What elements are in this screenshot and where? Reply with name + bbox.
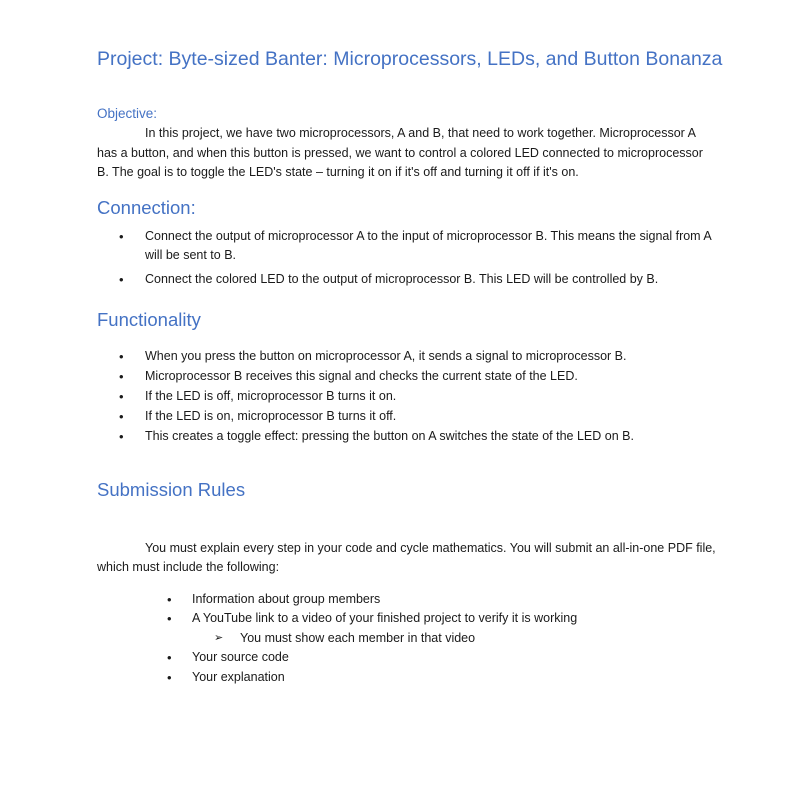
submission-heading: Submission Rules bbox=[97, 478, 246, 500]
bullet-icon: • bbox=[167, 591, 172, 607]
list-item bbox=[97, 427, 717, 447]
list-item bbox=[97, 270, 717, 290]
list-item bbox=[97, 387, 717, 407]
list-item-text: Your explanation bbox=[192, 669, 285, 684]
list-item-text: If the LED is off, microprocessor B turns it on. bbox=[145, 389, 397, 403]
submission-sublist bbox=[97, 629, 717, 649]
list-item bbox=[97, 407, 717, 427]
list-item bbox=[97, 648, 717, 668]
bullet-icon: • bbox=[119, 228, 124, 244]
arrow-bullet-icon: ➢ bbox=[214, 631, 224, 644]
document-page bbox=[97, 44, 723, 687]
list-item bbox=[97, 367, 717, 387]
connection-list bbox=[97, 227, 717, 290]
functionality-list bbox=[97, 347, 717, 447]
list-item-text: Connect the output of microprocessor A to the input of microprocessor B. This means the signal from A will be sent to B. bbox=[145, 228, 712, 262]
bullet-icon: • bbox=[119, 389, 124, 404]
list-item bbox=[97, 609, 717, 629]
bullet-icon: • bbox=[167, 650, 172, 665]
list-item-text: Information about group members bbox=[192, 591, 381, 606]
document-title: Project: Byte-sized Banter: Microprocessors, LEDs, and Button Bonanza bbox=[97, 48, 723, 70]
bullet-icon: • bbox=[167, 669, 172, 685]
list-item-text: Connect the colored LED to the output of microprocessor B. This LED will be controlled by B. bbox=[145, 271, 659, 286]
sub-list-item-text: You must show each member in that video bbox=[240, 630, 476, 645]
list-item bbox=[97, 668, 717, 688]
list-item-text: Your source code bbox=[192, 650, 289, 664]
bullet-icon: • bbox=[119, 409, 124, 424]
list-item bbox=[97, 227, 717, 266]
submission-text: You must explain every step in your code and cycle mathematics. You will submit an all-in-one PDF file, which must include the following: bbox=[97, 540, 716, 574]
list-item-text: If the LED is on, microprocessor B turns it off. bbox=[145, 409, 397, 423]
sub-list-item bbox=[97, 629, 717, 649]
objective-label: Objective: bbox=[97, 106, 158, 121]
submission-list-continued bbox=[97, 648, 717, 687]
bullet-icon: • bbox=[119, 349, 124, 364]
list-item-text: Microprocessor B receives this signal and checks the current state of the LED. bbox=[145, 369, 578, 383]
bullet-icon: • bbox=[167, 611, 172, 626]
list-item-text: When you press the button on microprocessor A, it sends a signal to microprocessor B. bbox=[145, 349, 627, 363]
objective-text: In this project, we have two microprocessors, A and B, that need to work together. Microprocessor A has a button, and when this button is pressed, we want to control a colored LED connected to microprocessor B. The goal is to toggle the LED's state – turning it on if it's off and turning it off if it's on. bbox=[97, 126, 703, 179]
list-item bbox=[97, 590, 717, 610]
list-item-text: A YouTube link to a video of your finished project to verify it is working bbox=[192, 611, 578, 625]
connection-heading: Connection: bbox=[97, 196, 196, 218]
bullet-icon: • bbox=[119, 369, 124, 384]
list-item bbox=[97, 347, 717, 367]
submission-list bbox=[97, 590, 717, 629]
bullet-icon: • bbox=[119, 429, 124, 444]
functionality-heading: Functionality bbox=[97, 309, 201, 330]
list-item-text: This creates a toggle effect: pressing the button on A switches the state of the LED on B. bbox=[145, 429, 634, 443]
bullet-icon: • bbox=[119, 271, 124, 287]
